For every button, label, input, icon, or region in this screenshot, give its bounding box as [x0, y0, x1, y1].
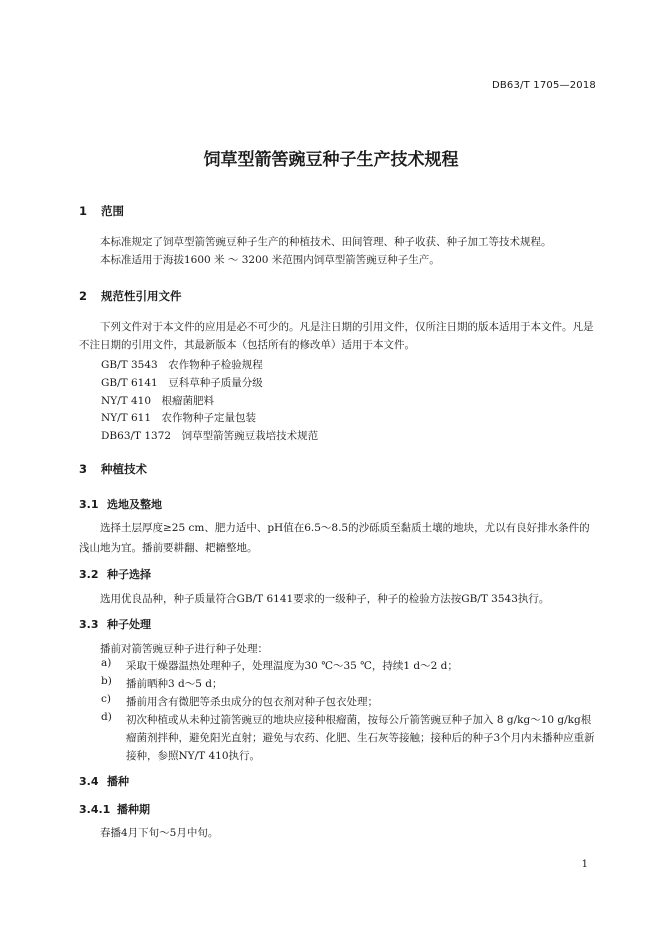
section-3-heading [79, 461, 147, 477]
subsection-3-2-heading [79, 566, 151, 582]
list-item-marker: c) [101, 693, 111, 705]
section-number: 3 [79, 462, 88, 476]
subsection-3-4-1-heading [79, 801, 150, 817]
subsection-title: 种子处理 [107, 618, 151, 631]
subsection-3-1-heading [79, 496, 162, 512]
reference-item: NY/T 611 农作物种子定量包装 [101, 412, 257, 424]
subsection-3-4-heading [79, 773, 129, 789]
subsection-title: 种子选择 [107, 568, 151, 581]
section-number: 2 [79, 289, 88, 303]
list-item-marker: d) [101, 711, 112, 723]
reference-item: GB/T 3543 农作物种子检验规程 [101, 359, 263, 371]
reference-item: DB63/T 1372 饲草型箭筈豌豆栽培技术规范 [101, 430, 319, 442]
paragraph: 本标准适用于海拔1600 米 ～ 3200 米范围内饲草型箭筈豌豆种子生产。 [100, 254, 440, 266]
section-title: 种植技术 [101, 462, 147, 476]
subsection-number: 3.3 [79, 618, 99, 631]
subsection-title: 选地及整地 [107, 498, 162, 511]
section-number: 1 [79, 204, 88, 218]
paragraph: 选择土层厚度≥25 cm、肥力适中、pH值在6.5～8.5的沙砾质至黏质土壤的地块，尤以有良好排水条件的浅山地为宜。播前要耕翻、耙耱整地。 [79, 522, 590, 554]
subsection-title: 播种 [107, 775, 129, 788]
subsection-number: 3.1 [79, 498, 99, 511]
paragraph: 春播4月下旬～5月中旬。 [100, 827, 219, 839]
subsection-number: 3.4 [79, 775, 99, 788]
paragraph: 下列文件对于本文件的应用是必不可少的。凡是注日期的引用文件，仅所注日期的版本适用于本文件。凡是不注日期的引用文件，其最新版本（包括所有的修改单）适用于本文件。 [79, 321, 594, 351]
subsection-3-3-heading [79, 616, 151, 632]
list-item: 播前用含有微肥等杀虫成分的包衣剂对种子包衣处理； [126, 696, 378, 708]
document-code: DB63/T 1705—2018 [491, 80, 596, 91]
section-title: 范围 [101, 204, 124, 218]
list-item-marker: a) [101, 657, 112, 669]
section-1-heading [79, 203, 124, 219]
list-item: 播前晒种3 d～5 d； [126, 678, 223, 690]
list-item: 采取干燥器温热处理种子，处理温度为30 ℃～35 ℃，持续1 d～2 d； [126, 660, 458, 672]
section-2-heading [79, 288, 182, 304]
reference-item: NY/T 410 根瘤菌肥料 [101, 395, 215, 407]
section-title: 规范性引用文件 [101, 289, 182, 303]
subsection-number: 3.4.1 [79, 803, 111, 816]
paragraph: 本标准规定了饲草型箭筈豌豆种子生产的种植技术、田间管理、种子收获、种子加工等技术规程。 [100, 236, 552, 248]
page-title: 饲草型箭筈豌豆种子生产技术规程 [203, 150, 459, 170]
reference-item: GB/T 6141 豆科草种子质量分级 [101, 377, 263, 389]
list-item-marker: b) [101, 675, 112, 687]
list-item: 初次种植或从未种过箭筈豌豆的地块应接种根瘤菌，按每公斤箭筈豌豆种子加入 8 g/kg～10 g/kg根瘤菌剂拌种，避免阳光直射；避免与农药、化肥、生石灰等接触；接种后的种子3个月内未播种应重新接种，参照NY/T 410执行。 [126, 714, 595, 762]
subsection-title: 播种期 [117, 803, 150, 816]
page-number: 1 [581, 859, 588, 870]
subsection-number: 3.2 [79, 568, 99, 581]
paragraph: 选用优良品种，种子质量符合GB/T 6141要求的一级种子，种子的检验方法按GB/T 3543执行。 [100, 593, 550, 605]
paragraph: 播前对箭筈豌豆种子进行种子处理： [100, 643, 268, 655]
